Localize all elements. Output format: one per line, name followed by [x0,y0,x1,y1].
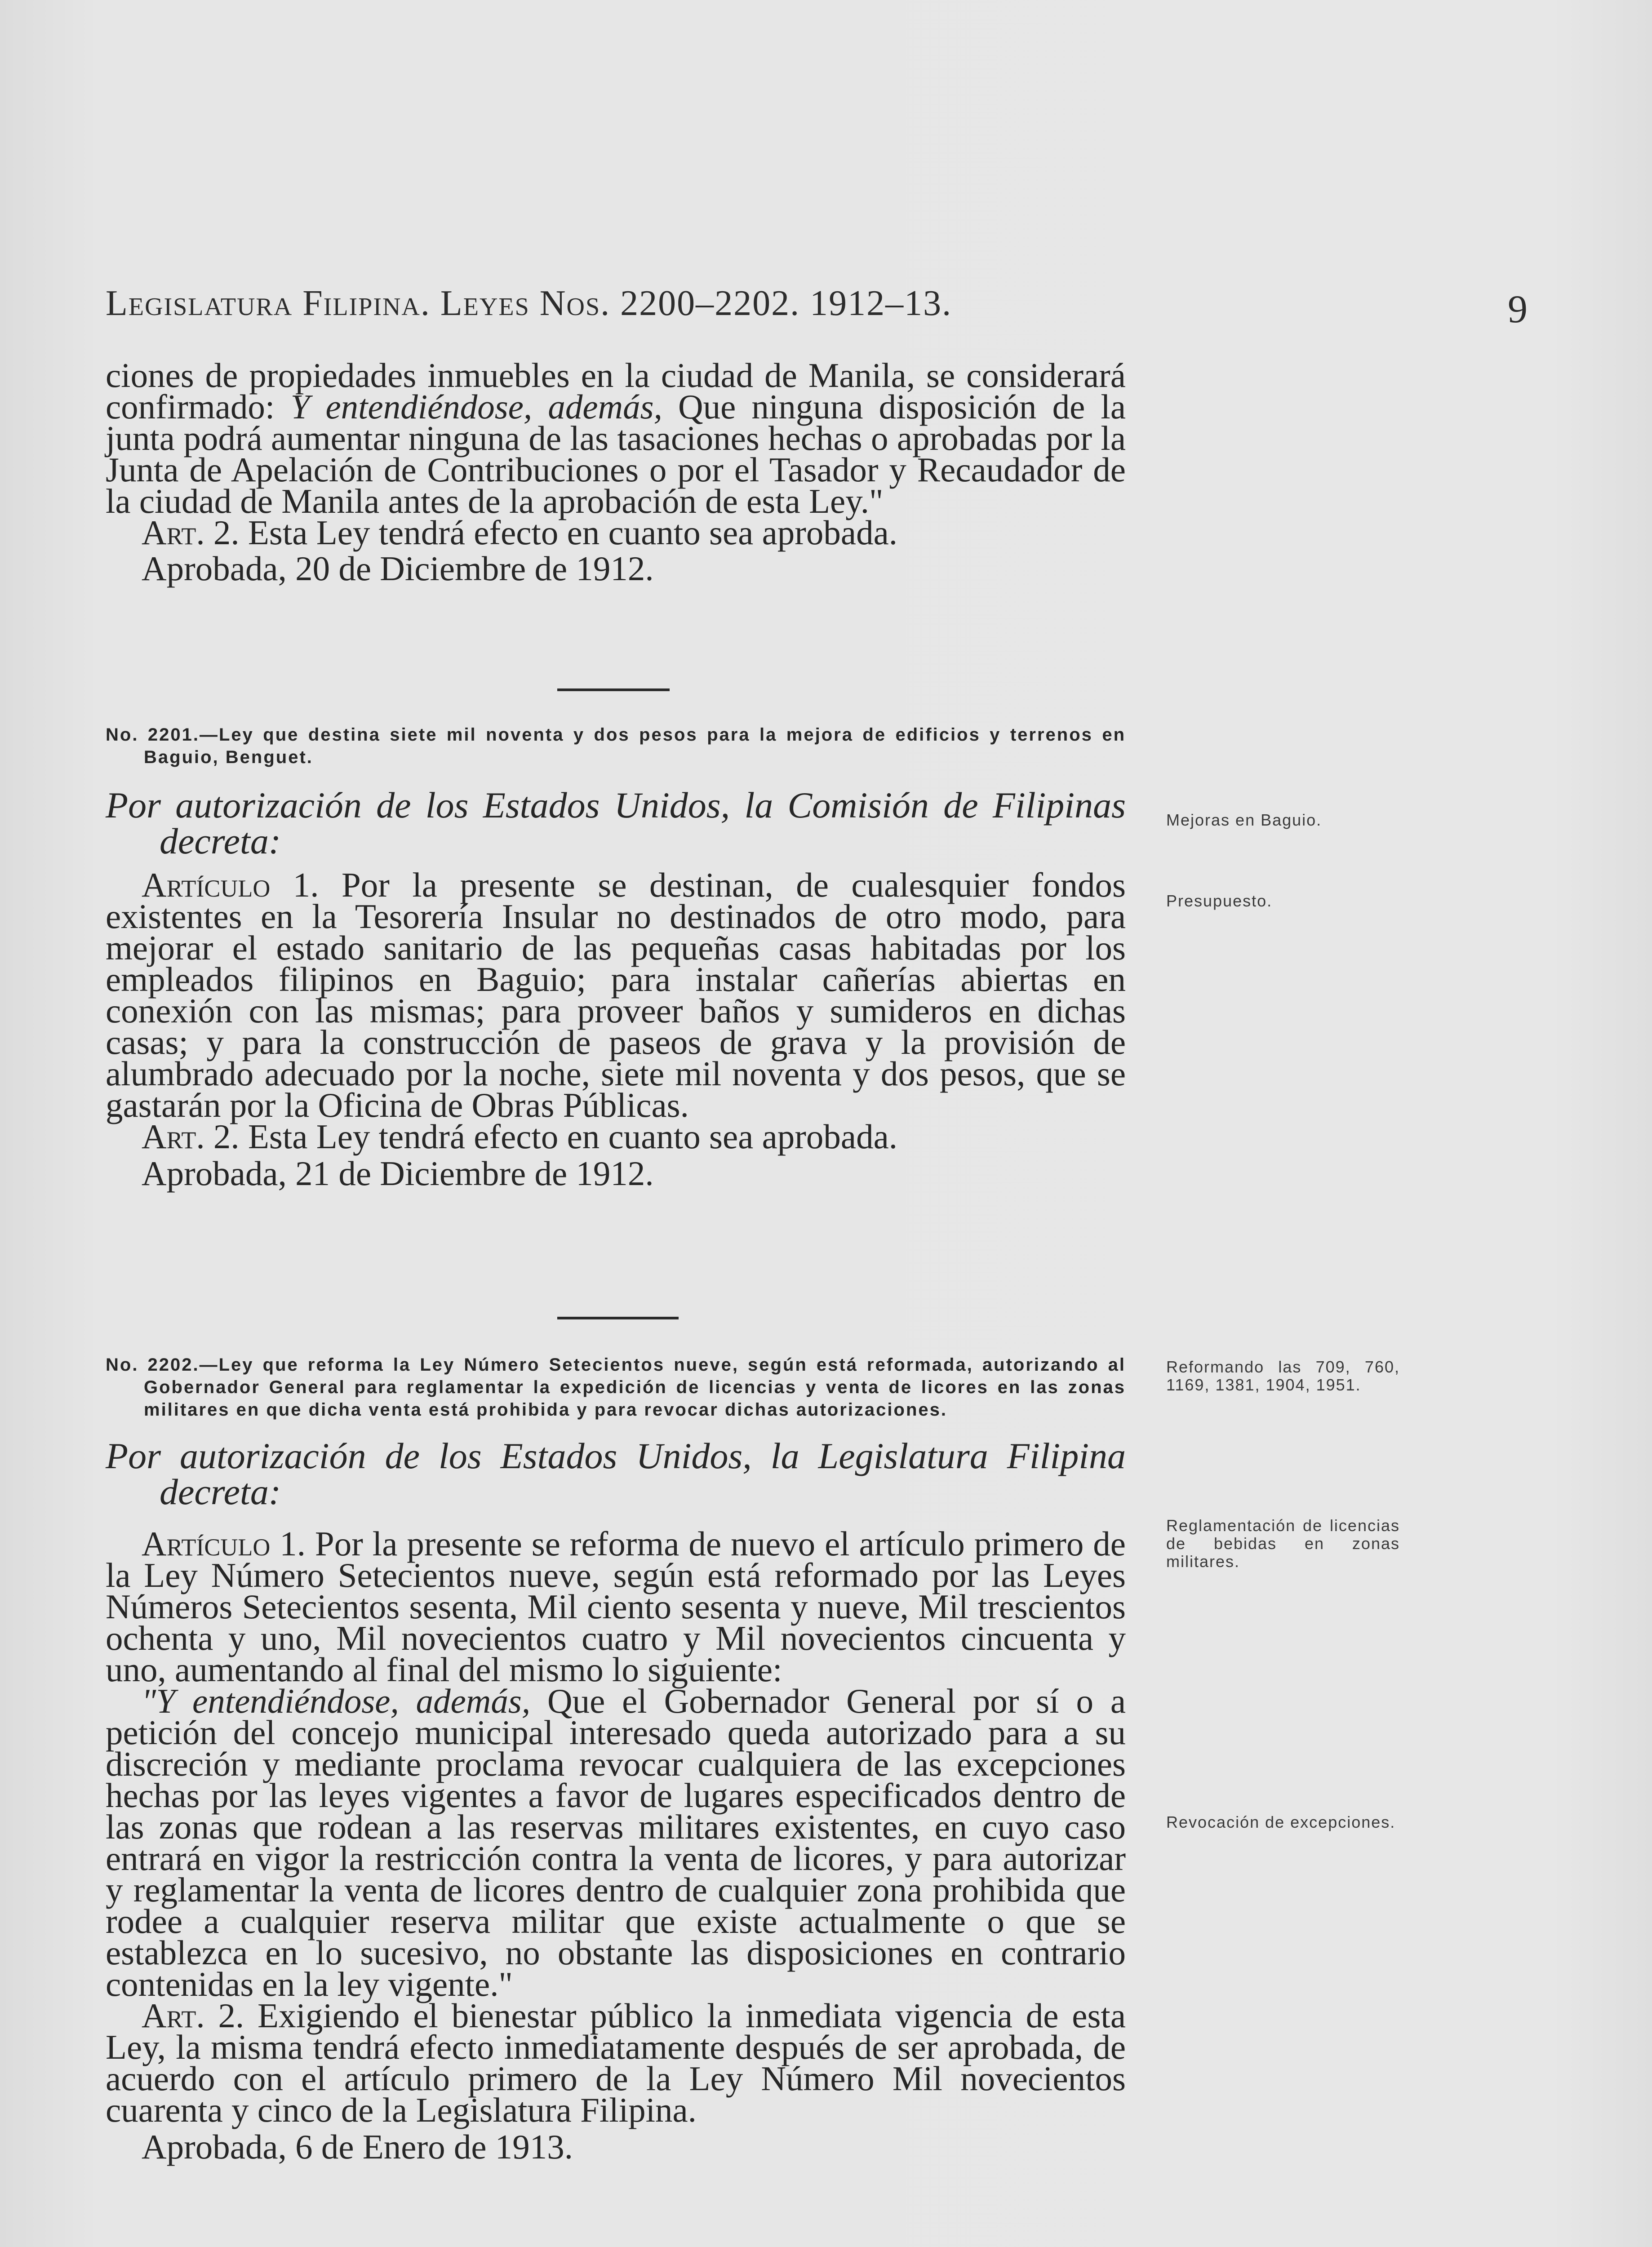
continuation-text-2: Que ninguna disposición de la junta podrá aumentar ninguna de las tasaciones hechas o aprobadas por la Junta de Apelación de Contribuciones o por el Tasador y Recaudador de la ciudad de Manila antes de la aprobación de esta Ley." [106,387,1126,520]
article-label: Art. 2. [142,1996,244,2035]
article-label: Art. 2. [142,513,240,552]
article-text: Esta Ley tendrá efecto en cuanto sea aprobada. [239,513,898,552]
margin-note: Revocación de excepciones. [1166,1813,1396,1831]
continuation-italic: Y entendiéndose, además, [290,387,662,426]
article-text: Por la presente se reforma de nuevo el artículo primero de la Ley Número Setecientos nueve, según está reformado por las Leyes Números Setecientos sesenta, Mil ciento sesenta y nueve, Mil trescientos ochenta y uno, Mil novecientos cuatro y Mil novecientos cincuenta y uno, aumentando al final del mismo lo siguiente: [106,1524,1126,1689]
article-label: Artículo 1. [142,866,319,904]
page-number: 9 [1508,288,1528,331]
margin-note: Reformando las 709, 760, 1169, 1381, 1904, 1951. [1166,1358,1400,1394]
act-2202 [106,1354,1126,2166]
approval-date: Aprobada, 21 de Diciembre de 1912. [142,1154,654,1193]
enacting-clause: Por autorización de los Estados Unidos, la Comisión de Filipinas decreta: [106,785,1126,861]
enacting-clause: Por autorización de los Estados Unidos, la Legislatura Filipina decreta: [106,1435,1126,1512]
quoted-provision [106,1682,1126,2003]
article-1-paragraph [106,866,1126,1124]
article-label: Artículo 1. [142,1524,306,1563]
quote-italic: "Y entendiéndose, además, [142,1682,531,1720]
article-2-paragraph [106,1117,1126,1156]
section-divider [557,688,670,691]
article-text: Esta Ley tendrá efecto en cuanto sea aprobada. [239,1117,898,1156]
article-label: Art. 2. [142,1117,240,1156]
margin-note: Presupuesto. [1166,892,1273,910]
article-2-paragraph [106,1996,1126,2129]
continuation-paragraph [106,356,1126,520]
approval-date: Aprobada, 6 de Enero de 1913. [142,2127,573,2166]
section-divider [557,1317,679,1319]
margin-note: Mejoras en Baguio. [1166,811,1322,829]
article-text: Exigiendo el bienestar público la inmediata vigencia de esta Ley, la misma tendrá efecto inmediatamente después de ser aprobada, de acuerdo con el artículo primero de la Ley Número Mil novecientos cuarenta y cinco de la Legislatura Filipina. [106,1996,1126,2129]
approval-date: Aprobada, 20 de Diciembre de 1912. [142,549,654,588]
margin-note: Reglamentación de licencias de bebidas en zonas militares. [1166,1516,1400,1571]
top-block [106,356,1126,588]
act-title: No. 2202.—Ley que reforma la Ley Número Setecientos nueve, según está reformada, autorizando al Gobernador General para reglamentar la expedición de licencias y venta de licores en las zonas militares en que dicha venta está prohibida y para revocar dichas autorizaciones. [106,1355,1126,1420]
act-2201 [106,724,1126,1193]
article-1-paragraph [106,1524,1126,1689]
article-text: Por la presente se destinan, de cualesquier fondos existentes en la Tesorería Insular no destinados de otro modo, para mejorar el estado sanitario de las pequeñas casas habitadas por los empleados filipinos en Baguio; para instalar cañerías abiertas en conexión con las mismas; para proveer baños y sumideros en dichas casas; y para la construcción de paseos de grava y la provisión de alumbrado adecuado por la noche, siete mil noventa y dos pesos, que se gastarán por la Oficina de Obras Públicas. [106,866,1126,1124]
article-2-paragraph [106,513,1126,552]
running-header: Legislatura Filipina. Leyes Nos. 2200–2202. 1912–13. [106,284,952,323]
quote-text: Que el Gobernador General por sí o a petición del concejo municipal interesado queda autorizado para a su discreción y mediante proclama revocar cualquiera de las excepciones hechas por las leyes vigentes a favor de lugares especificados dentro de las zonas que rodean a las reservas militares existentes, en cuyo caso entrará en vigor la restricción contra la venta de licores, y para autorizar y reglamentar la venta de licores dentro de cualquier zona prohibida que rodee a cualquier reserva militar que existe actualmente o que se establezca en lo sucesivo, no obstante las disposiciones en contrario contenidas en la ley vigente." [106,1682,1126,2003]
continuation-text: ciones de propiedades inmuebles en la ciudad de Manila, se considerará confirmado: [106,356,1126,426]
act-title: No. 2201.—Ley que destina siete mil noventa y dos pesos para la mejora de edificios y terrenos en Baguio, Benguet. [106,725,1126,767]
